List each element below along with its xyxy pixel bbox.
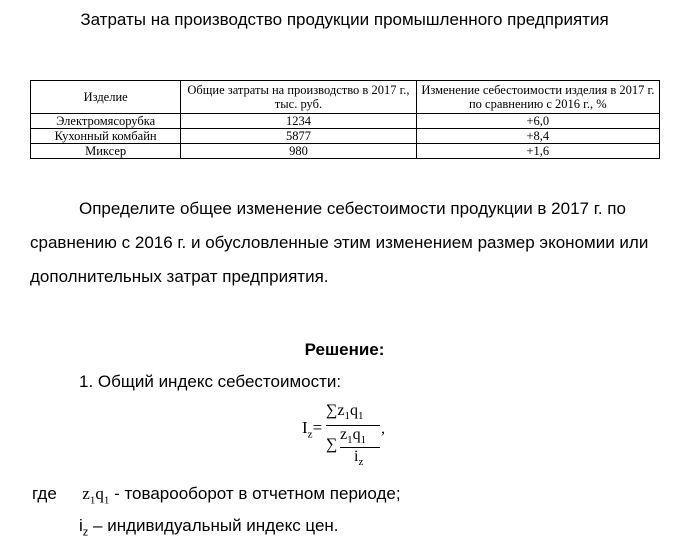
column-header-cost-change: Изменение себестоимости изделия в 2017 г. по сравнению с 2016 г., % bbox=[416, 81, 659, 114]
formula-comma: , bbox=[381, 420, 385, 437]
cell-cost: 5877 bbox=[181, 129, 416, 144]
table-row bbox=[31, 114, 660, 129]
index-definition: – индивидуальный индекс цен. bbox=[93, 516, 339, 535]
page-title: Затраты на производство продукции промышленного предприятия bbox=[80, 10, 609, 29]
where-prefix: где bbox=[32, 484, 57, 503]
task-line: Определите общее изменение себестоимости продукции в 2017 г. по bbox=[79, 199, 626, 218]
table-row bbox=[31, 129, 660, 144]
where-variable: $z_1q_1$ bbox=[82, 484, 110, 507]
task-paragraph bbox=[30, 192, 660, 294]
step-1-text: 1. Общий индекс себестоимости: bbox=[79, 372, 342, 391]
cell-cost: 1234 bbox=[181, 114, 416, 129]
cell-change: +1,6 bbox=[416, 144, 659, 159]
index-variable: $i_z$ bbox=[79, 516, 89, 539]
cost-table bbox=[30, 80, 660, 159]
column-header-product: Изделие bbox=[31, 81, 181, 114]
cell-product: Кухонный комбайн bbox=[31, 129, 181, 144]
cell-change: +8,4 bbox=[416, 129, 659, 144]
where-line bbox=[32, 484, 672, 506]
task-line: дополнительных затрат предприятия. bbox=[30, 267, 329, 286]
task-line: сравнению с 2016 г. и обусловленные этим изменением размер экономии или bbox=[30, 233, 649, 252]
solution-heading: Решение: bbox=[304, 340, 385, 359]
table-row bbox=[31, 144, 660, 159]
column-header-total-cost: Общие затраты на производство в 2017 г., тыс. руб. bbox=[181, 81, 416, 114]
cell-cost: 980 bbox=[181, 144, 416, 159]
table-header-row bbox=[31, 81, 660, 114]
formula-lhs: $I_z=$ bbox=[302, 418, 323, 441]
index-definition-line bbox=[79, 516, 339, 538]
formula-numerator: $\sum z_1q_1$ bbox=[326, 402, 364, 423]
cell-product: Электромясорубка bbox=[31, 114, 181, 129]
cell-product: Миксер bbox=[31, 144, 181, 159]
cell-change: +6,0 bbox=[416, 114, 659, 129]
cost-index-formula: $I_z=$ $\sum z_1q_1$ ∑ $z_1q_1$ $i_z$ , bbox=[302, 402, 385, 469]
where-definition: - товарооборот в отчетном периоде; bbox=[114, 484, 401, 503]
